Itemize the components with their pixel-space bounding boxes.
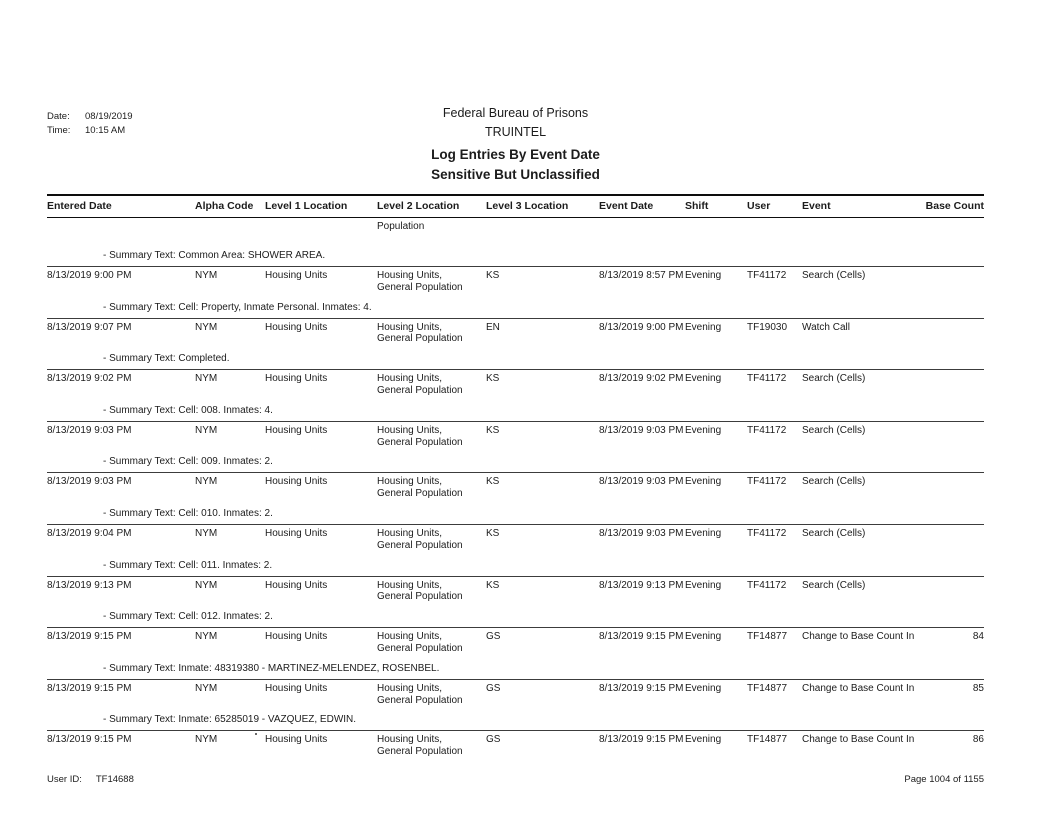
cell-shift: Evening	[685, 527, 722, 539]
cell-user: TF41172	[747, 270, 787, 281]
cell-base-count	[922, 577, 984, 604]
cell-level2-location: Housing Units, General Population	[377, 373, 463, 396]
cell-level3-location: KS	[486, 373, 500, 385]
classification-banner: Sensitive But Unclassified	[431, 167, 600, 183]
cell-level2-location: Housing Units, General Population	[377, 527, 463, 551]
summary-text: - Summary Text: Inmate: 65285019 - VAZQUEZ, EDWIN.	[103, 714, 357, 726]
table-row-continuation	[47, 218, 984, 267]
cell-level2-location: Housing Units, General Population	[377, 476, 463, 500]
cell-shift: Evening	[685, 476, 722, 488]
cell-level1-location: Housing Units	[265, 321, 328, 333]
cell-shift: Evening	[685, 682, 722, 694]
cell-base-count	[922, 422, 984, 449]
cell-base-count	[922, 370, 984, 397]
footer-page-number: Page 1004 of 1155	[904, 773, 984, 785]
cell-level1-location: Housing Units	[265, 579, 328, 591]
cell-base-count: 84	[972, 631, 984, 643]
cell-level3-location: KS	[486, 476, 500, 488]
column-header-level2-location: Level 2 Location	[377, 200, 460, 212]
cell-entered-date: 8/13/2019 9:07 PM	[47, 321, 132, 333]
table-header-row	[47, 194, 984, 218]
cell-level2-location: Housing Units, General Population	[377, 424, 463, 448]
summary-text: - Summary Text: Cell: 010. Inmates: 2.	[103, 507, 273, 519]
cell-event: Search (Cells)	[802, 270, 866, 281]
cell-shift: Evening	[685, 631, 722, 643]
column-header-event-date: Event Date	[599, 200, 654, 212]
cell-event-date: 8/13/2019 9:02 PM	[599, 373, 684, 385]
cell-user: TF19030	[747, 321, 788, 333]
cell-entered-date: 8/13/2019 9:13 PM	[47, 579, 132, 591]
cell-event-date: 8/13/2019 9:03 PM	[599, 476, 684, 488]
cell-event: Search (Cells)	[802, 373, 866, 385]
cell-alpha-code: NYM	[195, 270, 218, 281]
cell-shift: Evening	[685, 734, 722, 746]
cell-level2-location: Population	[377, 221, 425, 232]
column-header-level1-location: Level 1 Location	[265, 200, 348, 212]
cell-shift: Evening	[685, 321, 722, 333]
cell-entered-date: 8/13/2019 9:04 PM	[47, 527, 132, 539]
summary-text: - Summary Text: Completed.	[103, 353, 230, 365]
column-header-base-count: Base Count	[925, 200, 984, 212]
cell-shift: Evening	[685, 579, 722, 591]
cell-level3-location: KS	[486, 579, 500, 591]
cell-user: TF41172	[747, 373, 787, 385]
cell-alpha-code: NYM	[195, 424, 218, 436]
cell-event: Change to Base Count In	[802, 734, 915, 746]
summary-text: - Summary Text: Cell: 009. Inmates: 2.	[103, 456, 273, 468]
cell-entered-date: 8/13/2019 9:03 PM	[47, 476, 132, 488]
cell-shift: Evening	[685, 270, 722, 281]
cell-event: Change to Base Count In	[802, 631, 915, 643]
cell-level2-location: Housing Units, General Population	[377, 631, 463, 654]
cell-level1-location: Housing Units	[265, 734, 328, 746]
cell-event-date: 8/13/2019 9:03 PM	[599, 424, 684, 436]
cell-alpha-code: NYM	[195, 631, 218, 643]
cell-level2-location: Housing Units, General Population	[377, 321, 463, 345]
cell-level1-location: Housing Units	[265, 476, 328, 488]
cell-event-date: 8/13/2019 8:57 PM	[599, 270, 684, 281]
cell-event-date: 8/13/2019 9:03 PM	[599, 527, 684, 539]
cell-event: Search (Cells)	[802, 579, 866, 591]
cell-level3-location: KS	[486, 424, 500, 436]
page-footer	[47, 774, 984, 785]
table-row	[47, 370, 984, 422]
cell-user: TF41172	[747, 424, 787, 436]
column-header-alpha-code: Alpha Code	[195, 200, 254, 212]
cell-base-count	[922, 319, 984, 346]
report-meta	[47, 110, 133, 138]
summary-text: - Summary Text: Cell: Property, Inmate Personal. Inmates: 4.	[103, 301, 372, 313]
cell-level2-location: Housing Units, General Population	[377, 579, 463, 603]
cell-entered-date: 8/13/2019 9:00 PM	[47, 270, 132, 281]
cell-user: TF14877	[747, 682, 788, 694]
cell-shift: Evening	[685, 373, 722, 385]
table-row	[47, 525, 984, 577]
cell-level2-location: Housing Units, General Population	[377, 270, 463, 293]
cell-entered-date: 8/13/2019 9:03 PM	[47, 424, 132, 436]
org-name: Federal Bureau of Prisons	[442, 106, 589, 120]
column-header-event: Event	[802, 200, 831, 212]
cell-alpha-code: NYM	[195, 527, 218, 539]
cell-level2-location: Housing Units, General Population	[377, 682, 463, 706]
log-entries-table	[47, 194, 984, 758]
cell-level1-location: Housing Units	[265, 527, 328, 539]
cell-base-count	[922, 473, 984, 500]
table-row	[47, 680, 984, 732]
cell-base-count: 86	[972, 734, 984, 746]
cell-entered-date: 8/13/2019 9:02 PM	[47, 373, 132, 385]
cell-level1-location: Housing Units	[265, 424, 328, 436]
cell-level1-location: Housing Units	[265, 631, 328, 643]
cell-base-count	[922, 525, 984, 552]
cell-user: TF14877	[747, 631, 788, 643]
table-row	[47, 577, 984, 629]
cell-alpha-code: NYM	[195, 321, 218, 333]
report-date-line	[47, 110, 133, 124]
date-value: 08/19/2019	[85, 111, 133, 122]
cell-level1-location: Housing Units	[265, 682, 328, 694]
table-row	[47, 473, 984, 525]
cell-user: TF14877	[747, 734, 788, 746]
cell-event: Search (Cells)	[802, 476, 866, 488]
cell-alpha-code: NYM	[195, 734, 218, 746]
report-header	[47, 106, 984, 184]
column-header-entered-date: Entered Date	[47, 200, 112, 212]
cell-user: TF41172	[747, 579, 787, 591]
cell-level3-location: GS	[486, 734, 501, 746]
cell-event: Search (Cells)	[802, 424, 866, 436]
cell-event: Watch Call	[802, 321, 850, 333]
cell-alpha-code: NYM	[195, 476, 218, 488]
cell-entered-date: 8/13/2019 9:15 PM	[47, 682, 132, 694]
scan-artifact-dot	[255, 733, 257, 735]
summary-text: - Summary Text: Inmate: 48319380 - MARTINEZ-MELENDEZ, ROSENBEL.	[103, 662, 440, 674]
cell-level3-location: KS	[486, 270, 500, 281]
cell-base-count	[922, 267, 984, 294]
table-row	[47, 422, 984, 474]
cell-event-date: 8/13/2019 9:00 PM	[599, 321, 684, 333]
cell-level1-location: Housing Units	[265, 270, 328, 281]
table-row	[47, 319, 984, 371]
cell-user: TF41172	[747, 527, 787, 539]
cell-event: Search (Cells)	[802, 527, 866, 539]
cell-level2-location: Housing Units, General Population	[377, 734, 463, 758]
cell-entered-date: 8/13/2019 9:15 PM	[47, 734, 132, 746]
cell-user: TF41172	[747, 476, 787, 488]
system-name: TRUINTEL	[484, 124, 547, 139]
cell-level3-location: GS	[486, 631, 501, 643]
cell-level3-location: KS	[486, 527, 500, 539]
cell-entered-date: 8/13/2019 9:15 PM	[47, 631, 132, 643]
table-row	[47, 731, 984, 758]
cell-event-date: 8/13/2019 9:13 PM	[599, 579, 684, 591]
column-header-level3-location: Level 3 Location	[486, 200, 569, 212]
footer-user-id	[47, 774, 134, 785]
cell-event-date: 8/13/2019 9:15 PM	[599, 631, 684, 643]
user-id-value: TF14688	[95, 773, 134, 785]
user-id-label: User ID:	[47, 773, 82, 785]
summary-text: - Summary Text: Cell: 012. Inmates: 2.	[103, 611, 273, 623]
cell-alpha-code: NYM	[195, 579, 218, 591]
time-label: Time:	[47, 125, 71, 136]
column-header-shift: Shift	[685, 200, 709, 212]
cell-event-date: 8/13/2019 9:15 PM	[599, 682, 684, 694]
cell-level3-location: EN	[486, 321, 500, 333]
column-header-user: User	[747, 200, 771, 212]
cell-shift: Evening	[685, 424, 722, 436]
cell-event-date: 8/13/2019 9:15 PM	[599, 734, 684, 746]
cell-alpha-code: NYM	[195, 682, 218, 694]
summary-text: - Summary Text: Cell: 008. Inmates: 4.	[103, 404, 273, 416]
cell-alpha-code: NYM	[195, 373, 218, 385]
cell-level1-location: Housing Units	[265, 373, 328, 385]
report-time-line	[47, 124, 133, 138]
date-label: Date:	[47, 111, 70, 122]
summary-text: - Summary Text: Cell: 011. Inmates: 2.	[103, 559, 273, 571]
time-value: 10:15 AM	[85, 125, 126, 136]
cell-level3-location: GS	[486, 682, 501, 694]
page-title: Log Entries By Event Date	[431, 147, 600, 163]
cell-base-count: 85	[972, 682, 984, 694]
cell-event: Change to Base Count In	[802, 682, 915, 694]
table-row	[47, 267, 984, 319]
table-row	[47, 628, 984, 680]
summary-text: - Summary Text: Common Area: SHOWER AREA.	[103, 250, 326, 261]
